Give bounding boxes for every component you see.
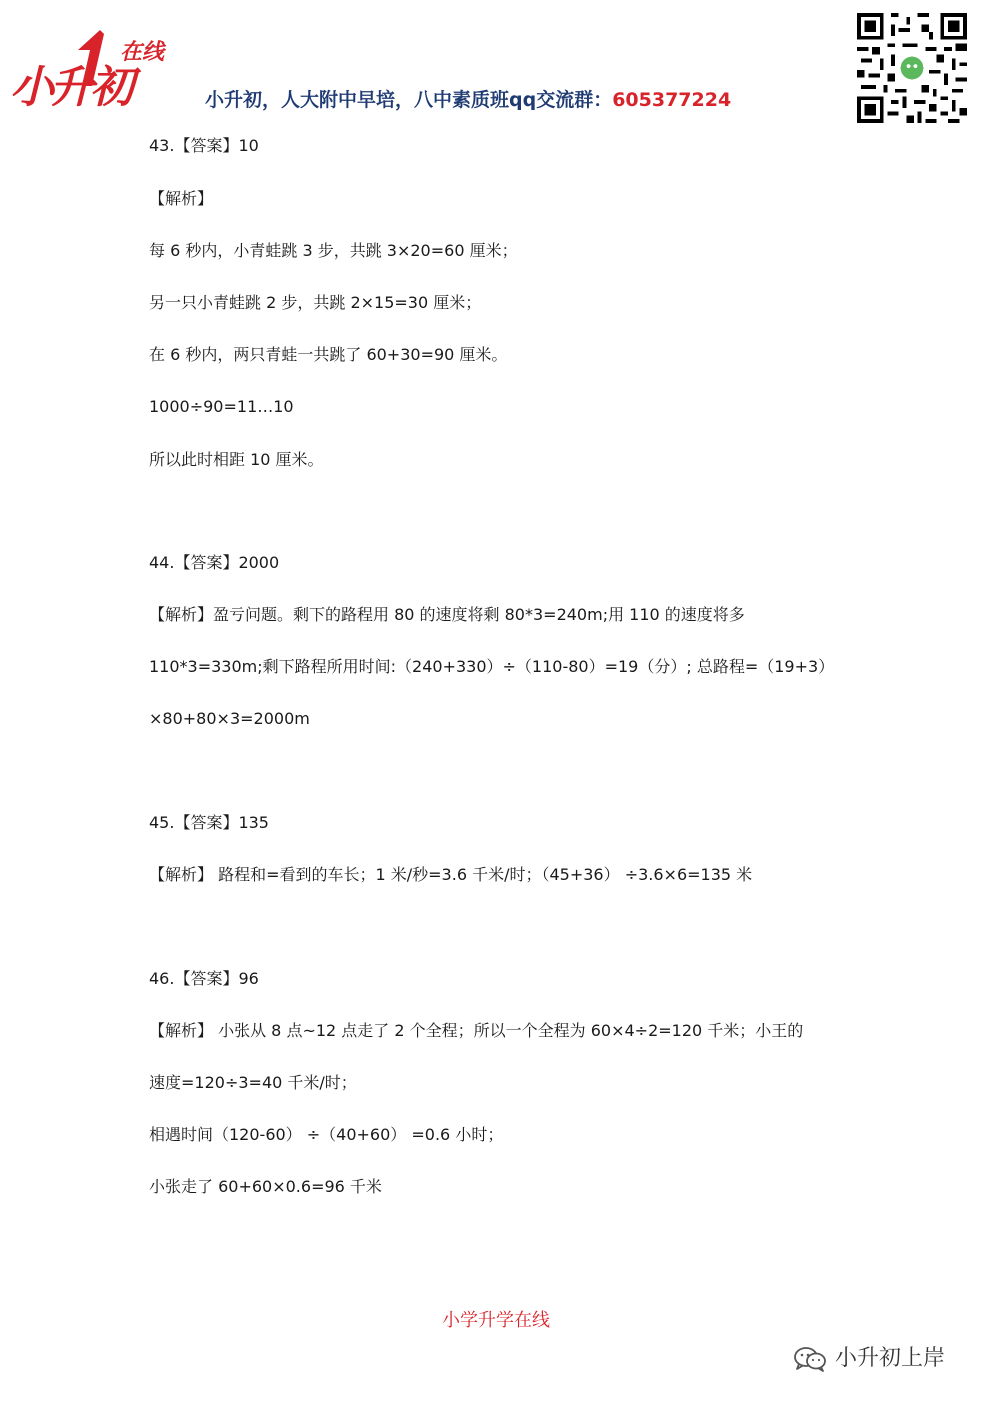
- answer-43-line: 每 6 秒内，小青蛙跳 3 步，共跳 3×20=60 厘米；: [149, 241, 518, 260]
- answer-45-heading: 45.【答案】135: [149, 813, 269, 832]
- answer-44-line: 110*3=330m;剩下路程所用时间:（240+330）÷（110-80）=19（分）; 总路程=（19+3）: [149, 657, 835, 676]
- answer-46-line: 小张走了 60+60×0.6=96 千米: [149, 1177, 382, 1196]
- answer-43-line: 所以此时相距 10 厘米。: [149, 450, 324, 469]
- qr-code-icon: [857, 10, 967, 126]
- answer-43-line: 在 6 秒内，两只青蛙一共跳了 60+30=90 厘米。: [149, 345, 508, 364]
- tagline-text: 小升初，人大附中早培，八中素质班qq交流群：: [205, 89, 613, 111]
- answer-46-line: 【解析】 小张从 8 点~12 点走了 2 个全程；所以一个全程为 60×4÷2=120 千米；小王的: [149, 1021, 804, 1040]
- site-logo: [10, 28, 170, 112]
- header-tagline: [205, 87, 731, 113]
- answer-43-line: 另一只小青蛙跳 2 步，共跳 2×15=30 厘米；: [149, 293, 482, 312]
- logo-online-text: 在线: [120, 40, 165, 65]
- answer-46-line: 速度=120÷3=40 千米/时；: [149, 1073, 357, 1092]
- answer-43-line: 1000÷90=11…10: [149, 397, 294, 416]
- answer-43-heading: 43.【答案】10: [149, 136, 259, 155]
- footer-brand-text: 小升初上岸: [835, 1346, 946, 1371]
- answer-46-line: 相遇时间（120-60） ÷（40+60） =0.6 小时；: [149, 1125, 504, 1144]
- logo-main-text: 小升初: [10, 62, 130, 113]
- answer-44-heading: 44.【答案】2000: [149, 553, 280, 572]
- qq-group-number: 605377224: [612, 89, 732, 111]
- answer-44-line: 【解析】盈亏问题。剩下的路程用 80 的速度将剩 80*3=240m;用 110 的速度将多: [149, 605, 745, 624]
- answer-43-analysis-label: 【解析】: [149, 189, 214, 208]
- answer-45-line: 【解析】 路程和=看到的车长；1 米/秒=3.6 千米/时；（45+36） ÷3.6×6=135 米: [149, 865, 753, 884]
- answer-46-heading: 46.【答案】96: [149, 969, 259, 988]
- footer-site-name: 小学升学在线: [442, 1310, 550, 1331]
- answer-44-line: ×80+80×3=2000m: [149, 709, 310, 728]
- wechat-icon: [793, 1346, 827, 1372]
- footer-wechat-brand: [793, 1344, 945, 1374]
